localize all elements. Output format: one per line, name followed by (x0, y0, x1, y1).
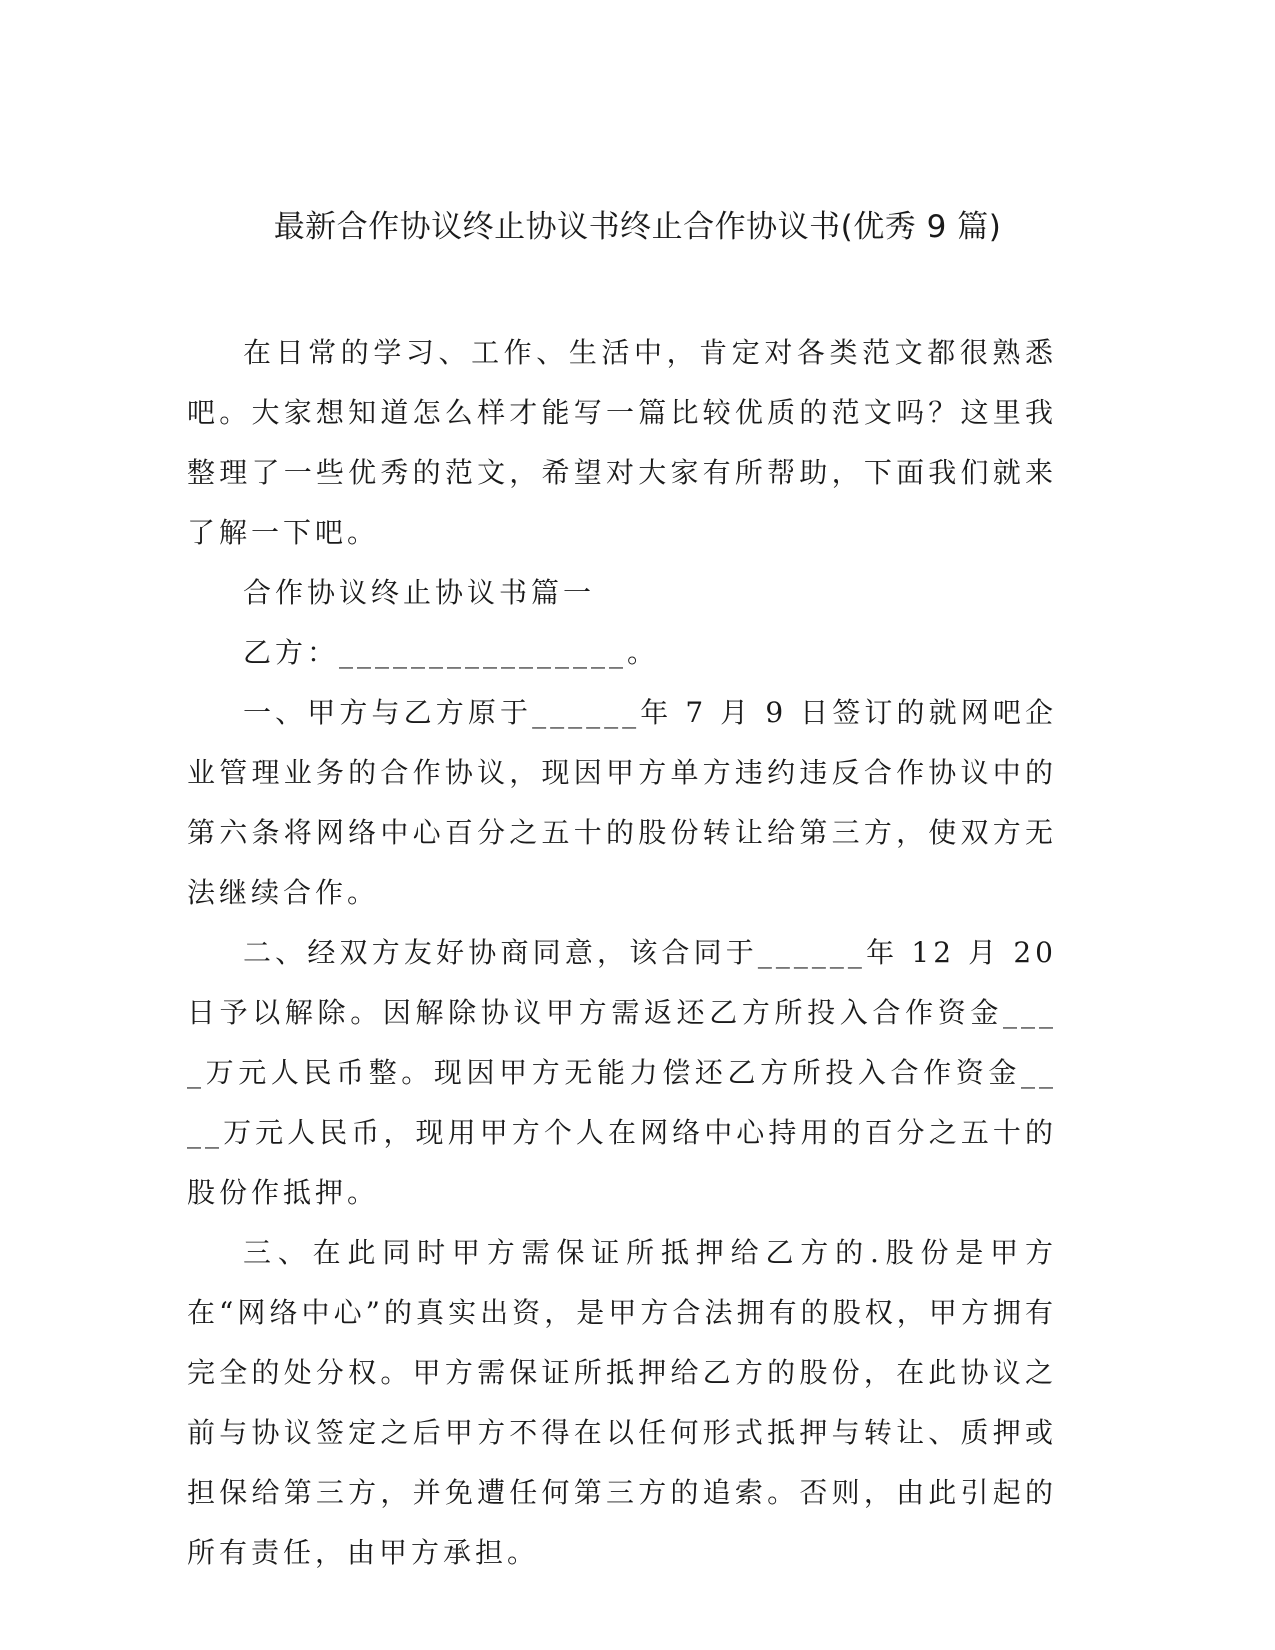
clause-three: 三、在此同时甲方需保证所抵押给乙方的.股份是甲方在“网络中心”的真实出资，是甲方合法拥有的股权，甲方拥有完全的处分权。甲方需保证所抵押给乙方的股份，在此协议之前与协议签定之后甲方不得在以任何形式抵押与转让、质押或担保给第三方，并免遭任何第三方的追索。否则，由此引起的所有责任，由甲方承担。 (187, 1236, 1057, 1569)
party-b-line: 乙方：________________。 (243, 636, 660, 669)
document-body (187, 323, 1057, 1583)
intro-paragraph: 在日常的学习、工作、生活中，肯定对各类范文都很熟悉吧。大家想知道怎么样才能写一篇比较优质的范文吗？这里我整理了一些优秀的范文，希望对大家有所帮助，下面我们就来了解一下吧。 (187, 336, 1057, 549)
clause-one: 一、甲方与乙方原于______年 7 月 9 日签订的就网吧企业管理业务的合作协议，现因甲方单方违约违反合作协议中的第六条将网络中心百分之五十的股份转让给第三方，使双方无法继续合作。 (187, 696, 1057, 909)
section-heading: 合作协议终止协议书篇一 (243, 576, 596, 609)
document-title: 最新合作协议终止协议书终止合作协议书(优秀 9 篇) (273, 209, 1002, 245)
clause-two: 二、经双方友好协商同意，该合同于______年 12 月 20 日予以解除。因解除协议甲方需返还乙方所投入合作资金____万元人民币整。现因甲方无能力偿还乙方所投入合作资金____万元人民币，现用甲方个人在网络中心持用的百分之五十的股份作抵押。 (187, 936, 1057, 1209)
